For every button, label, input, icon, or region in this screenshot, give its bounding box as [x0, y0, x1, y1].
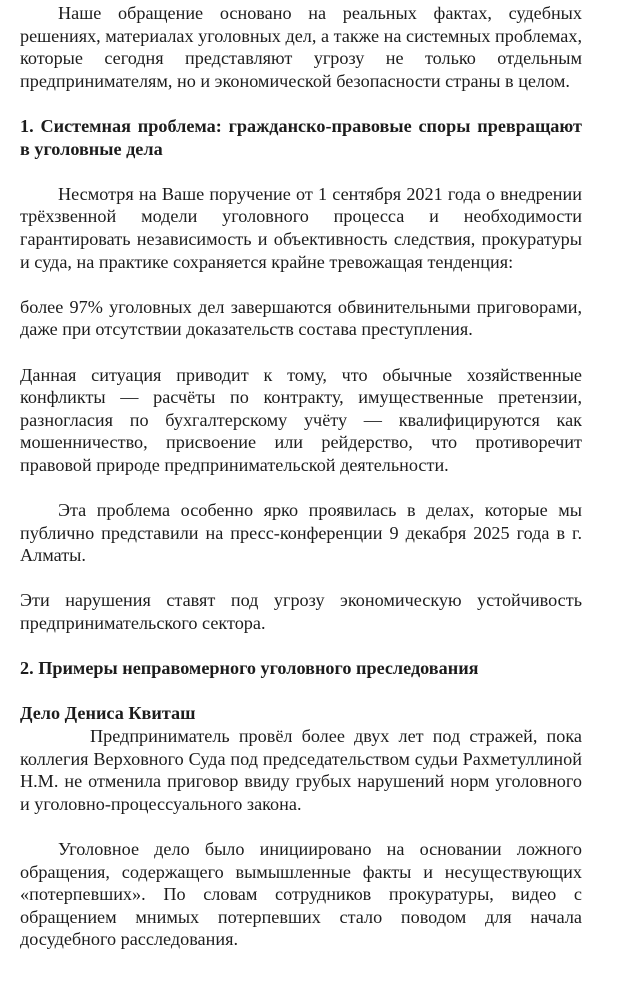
spacer — [20, 273, 582, 296]
spacer — [20, 476, 582, 499]
section-1-paragraph-4: Эта проблема особенно ярко проявилась в делах, которые мы публично представили на пресс-конференции 9 декабря 2025 года в г. Алматы. — [20, 500, 582, 566]
section-1-heading: 1. Системная проблема: гражданско-правовые споры превращают в уголовные дела — [20, 115, 582, 159]
spacer — [20, 341, 582, 364]
spacer — [20, 567, 582, 590]
section-1-paragraph-5: Эти нарушения ставят под угрозу экономическую устойчивость предпринимательского сектора. — [20, 590, 582, 634]
spacer — [20, 815, 582, 838]
intro-paragraph: Наше обращение основано на реальных фактах, судебных решениях, материалах уголовных дел, а также на системных проблемах, которые сегодня представляют угрозу не только отдельным предпринимателям, но и экономической безопасности страны в целом. — [20, 3, 582, 91]
spacer — [20, 92, 582, 115]
section-2-heading: 2. Примеры неправомерного уголовного преследования — [20, 658, 479, 679]
document-page — [20, 2, 582, 951]
case-title: Дело Дениса Квиташ — [20, 703, 196, 724]
spacer — [20, 680, 582, 703]
case-paragraph-1: Предприниматель провёл более двух лет под стражей, пока коллегия Верховного Суда под председательством судьи Рахметуллиной Н.М. не отменила приговор ввиду грубых нарушений норм уголовного и уголовно-процессуального закона. — [20, 726, 582, 814]
spacer — [20, 635, 582, 658]
spacer — [20, 160, 582, 183]
case-paragraph-2: Уголовное дело было инициировано на основании ложного обращения, содержащего вымышленные факты и несуществующих «потерпевших». По словам сотрудников прокуратуры, видео с обращением мнимых потерпевших стало поводом для начала досудебного расследования. — [20, 838, 582, 950]
section-1-paragraph-3: Данная ситуация приводит к тому, что обычные хозяйственные конфликты — расчёты по контракту, имущественные претензии, разногласия по бухгалтерскому учёту — квалифицируются как мошенничество, присвоение или рейдерство, что противоречит правовой природе предпринимательской деятельности. — [20, 364, 582, 475]
section-1-paragraph-2: более 97% уголовных дел завершаются обвинительными приговорами, даже при отсутствии доказательств состава преступления. — [20, 296, 582, 340]
section-1-paragraph-1: Несмотря на Ваше поручение от 1 сентября 2021 года о внедрении трёхзвенной модели уголовного процесса и необходимости гарантировать независимость и объективность следствия, прокуратуры и суда, на практике сохраняется крайне тревожащая тенденция: — [20, 183, 582, 272]
